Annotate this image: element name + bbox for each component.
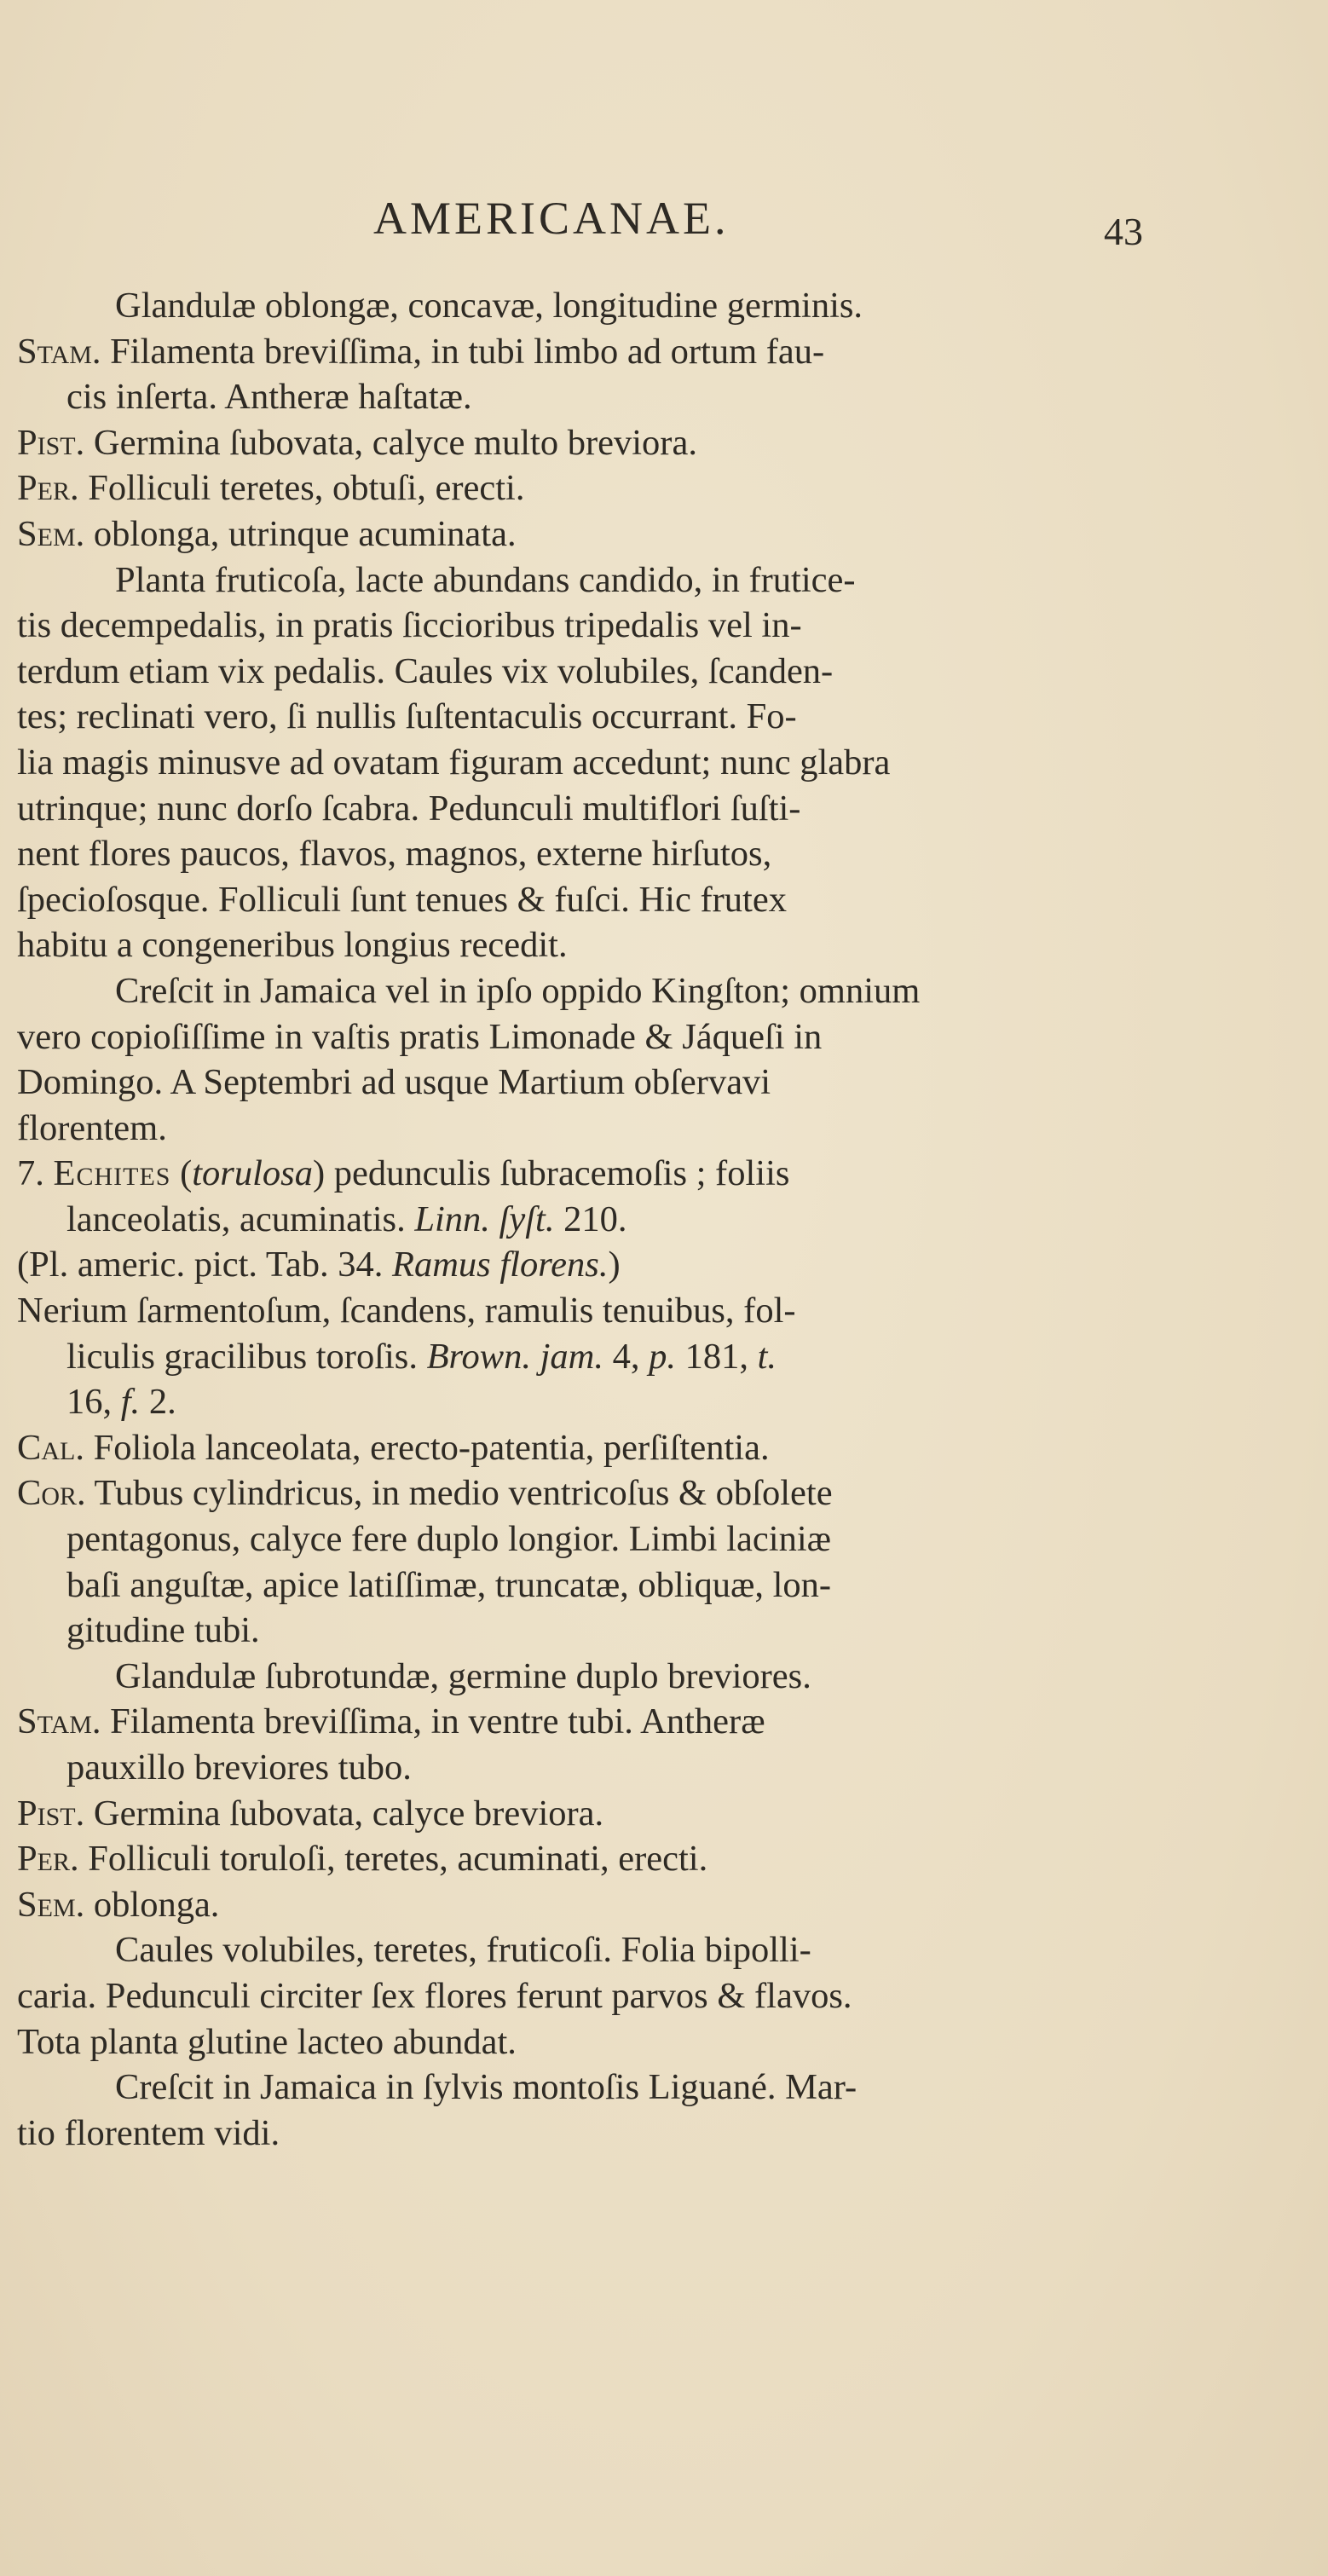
text-span: pauxillo breviores tubo.: [66, 1747, 412, 1788]
text-line: [17, 740, 1176, 786]
text-line: [17, 1562, 1176, 1609]
text-line: [17, 1882, 1176, 1928]
text-line: [17, 557, 1176, 604]
text-span: oblonga.: [84, 1884, 220, 1925]
text-span: tes; reclinati vero, ſi nullis ſuſtentaculis occurrant. Fo-: [17, 696, 797, 737]
text-line: [17, 2065, 1176, 2111]
text-span: 2.: [140, 1382, 176, 1423]
text-line: [17, 1516, 1176, 1562]
text-span: cis inſerta. Antheræ haſtatæ.: [66, 377, 472, 418]
text-span: Sem.: [17, 1884, 85, 1925]
text-span: Stam.: [17, 331, 101, 372]
text-line: [17, 2111, 1176, 2157]
text-line: [17, 1014, 1176, 1060]
text-span: t.: [757, 1336, 777, 1377]
text-line: [17, 1699, 1176, 1745]
text-span: lia magis minusve ad ovatam figuram accedunt; nunc glabra: [17, 742, 891, 783]
text-line: [17, 1060, 1176, 1106]
text-line: [17, 1242, 1176, 1288]
text-span: Creſcit in Jamaica in ſylvis montoſis Liguané. Mar-: [115, 2067, 857, 2108]
text-span: Cor.: [17, 1473, 86, 1514]
text-line: [17, 465, 1176, 511]
text-span: Per.: [17, 1839, 79, 1880]
text-line: [17, 786, 1176, 832]
text-span: Domingo. A Septembri ad usque Martium obſervavi: [17, 1062, 771, 1103]
text-line: [17, 1425, 1176, 1471]
text-span: Tota planta glutine lacteo abundat.: [17, 2021, 517, 2062]
text-span: Nerium ſarmentoſum, ſcandens, ramulis tenuibus, fol-: [17, 1291, 796, 1331]
text-span: vero copioſiſſime in vaſtis pratis Limonade & Jáqueſi in: [17, 1016, 823, 1057]
text-line: [17, 1608, 1176, 1654]
text-line: [17, 283, 1176, 329]
text-span: Pist.: [17, 422, 85, 463]
text-line: [17, 1470, 1176, 1516]
page-header: [0, 170, 1328, 264]
text-span: Glandulæ oblongæ, concavæ, longitudine germinis.: [115, 286, 863, 326]
text-span: Cal.: [17, 1427, 84, 1468]
text-span: habitu a congeneribus longius recedit.: [17, 925, 568, 966]
text-line: [17, 831, 1176, 877]
text-line: [17, 329, 1176, 375]
text-span: liculis gracilibus toroſis.: [66, 1336, 427, 1377]
text-span: f.: [120, 1382, 141, 1423]
text-span: Brown. jam.: [426, 1336, 603, 1377]
page-number: 43: [1104, 210, 1143, 253]
text-line: [17, 649, 1176, 695]
text-span: Germina ſubovata, calyce multo breviora.: [84, 422, 697, 463]
text-line: [17, 603, 1176, 649]
text-span: tio florentem vidi.: [17, 2112, 280, 2153]
text-line: [17, 968, 1176, 1014]
text-line: [17, 1151, 1176, 1197]
text-span: Folliculi teretes, obtuſi, erecti.: [78, 468, 525, 509]
text-span: Stam.: [17, 1701, 101, 1742]
text-span: oblonga, utrinque acuminata.: [84, 513, 517, 554]
text-span: 181,: [676, 1336, 758, 1377]
text-line: [17, 1654, 1176, 1700]
text-span: Linn. ſyſt.: [414, 1198, 555, 1239]
text-span: 16,: [66, 1382, 121, 1423]
text-span: Filamenta breviſſima, in ventre tubi. Antheræ: [101, 1701, 765, 1742]
text-line: [17, 877, 1176, 923]
text-span: Germina ſubovata, calyce breviora.: [84, 1793, 604, 1834]
text-line: [17, 1927, 1176, 1973]
text-span: terdum etiam vix pedalis. Caules vix volubiles, ſcanden-: [17, 650, 834, 691]
text-span: pentagonus, calyce fere duplo longior. Limbi laciniæ: [66, 1519, 831, 1560]
text-span: lanceolatis, acuminatis.: [66, 1198, 415, 1239]
text-span: Creſcit in Jamaica vel in ipſo oppido Kingſton; omnium: [115, 970, 921, 1011]
text-span: torulosa: [192, 1153, 313, 1194]
text-span: ſpecioſosque. Folliculi ſunt tenues & fuſci. Hic frutex: [17, 879, 787, 920]
text-line: [17, 1379, 1176, 1425]
text-span: baſi anguſtæ, apice latiſſimæ, truncatæ, obliquæ, lon-: [66, 1564, 832, 1605]
text-line: [17, 374, 1176, 420]
text-span: Foliola lanceolata, erecto-patentia, perſiſtentia.: [84, 1427, 770, 1468]
text-span: Tubus cylindricus, in medio ventricoſus & obſolete: [85, 1473, 833, 1514]
text-line: [17, 1791, 1176, 1837]
text-line: [17, 1745, 1176, 1791]
text-span: Ramus florens.: [392, 1245, 609, 1285]
text-line: [17, 922, 1176, 968]
text-span: gitudine tubi.: [66, 1610, 260, 1651]
running-title: AMERICANAE.: [373, 193, 730, 244]
text-line: [17, 420, 1176, 466]
text-span: 4,: [603, 1336, 650, 1377]
text-span: (Pl. americ. pict. Tab. 34.: [17, 1245, 393, 1285]
text-line: [17, 1197, 1176, 1243]
text-span: tis decempedalis, in pratis ſiccioribus tripedalis vel in-: [17, 605, 802, 646]
text-span: Caules volubiles, teretes, fruticoſi. Folia bipolli-: [115, 1930, 811, 1971]
text-span: Pist.: [17, 1793, 85, 1834]
text-line: [17, 1836, 1176, 1882]
text-span: 7.: [17, 1153, 54, 1194]
text-line: [17, 2019, 1176, 2065]
text-span: (: [170, 1153, 193, 1194]
text-span: florentem.: [17, 1107, 167, 1148]
text-span: Folliculi toruloſi, teretes, acuminati, erecti.: [78, 1839, 708, 1880]
text-span: ) pedunculis ſubracemoſis ; foliis: [312, 1153, 790, 1194]
text-span: caria. Pedunculi circiter ſex flores ferunt parvos & flavos.: [17, 1975, 852, 2016]
text-span: Sem.: [17, 513, 85, 554]
text-span: Echites: [53, 1153, 171, 1194]
text-line: [17, 1288, 1176, 1334]
text-line: [17, 1973, 1176, 2019]
body-text: [17, 283, 1176, 2156]
text-span: Glandulæ ſubrotundæ, germine duplo breviores.: [115, 1655, 811, 1696]
text-line: [17, 1334, 1176, 1380]
text-line: [17, 1106, 1176, 1152]
text-span: utrinque; nunc dorſo ſcabra. Pedunculi multiflori ſuſti-: [17, 788, 801, 829]
text-span: p.: [649, 1336, 676, 1377]
text-span: Filamenta breviſſima, in tubi limbo ad ortum fau-: [101, 331, 825, 372]
text-span: 210.: [554, 1198, 627, 1239]
text-line: [17, 511, 1176, 557]
text-span: Per.: [17, 468, 79, 509]
text-line: [17, 694, 1176, 740]
text-span: Planta fruticoſa, lacte abundans candido, in frutice-: [115, 559, 856, 600]
text-span: ): [608, 1245, 621, 1285]
text-span: nent flores paucos, flavos, magnos, externe hirſutos,: [17, 834, 772, 875]
